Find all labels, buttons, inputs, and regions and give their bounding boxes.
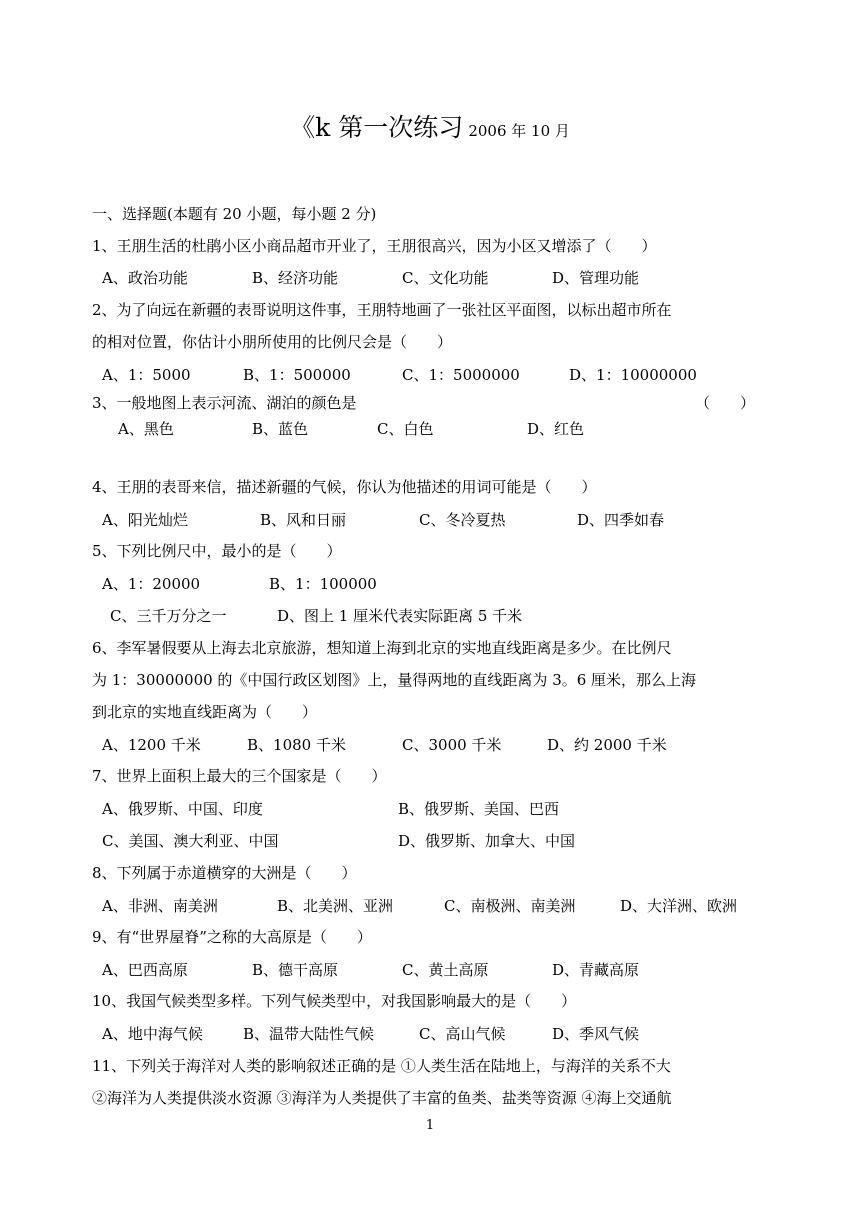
q9-option-a: A、巴西高原 bbox=[102, 961, 188, 979]
q1-option-c: C、文化功能 bbox=[402, 269, 489, 287]
q3-option-a: A、黑色 bbox=[118, 420, 174, 438]
page-number: 1 bbox=[425, 1118, 435, 1133]
q1-option-b: B、经济功能 bbox=[252, 269, 339, 287]
q3-option-c: C、白色 bbox=[377, 420, 434, 438]
q9-option-b: B、德干高原 bbox=[252, 961, 339, 979]
q5-option-d: D、图上 1 厘米代表实际距离 5 千米 bbox=[277, 607, 523, 625]
q3-answer-paren: （ ） bbox=[695, 394, 756, 412]
question-2-line1: 2、为了向远在新疆的表哥说明这件事，王朋特地画了一张社区平面图，以标出超市所在 bbox=[92, 301, 672, 319]
question-11-line1: 11、下列关于海洋对人类的影响叙述正确的是 ①人类生活在陆地上，与海洋的关系不大 bbox=[92, 1057, 671, 1075]
question-11-line2: ②海洋为人类提供淡水资源 ③海洋为人类提供了丰富的鱼类、盐类等资源 ④海上交通航 bbox=[92, 1089, 672, 1107]
question-5: 5、下列比例尺中，最小的是（ ） bbox=[92, 542, 342, 560]
question-9: 9、有“世界屋脊”之称的大高原是（ ） bbox=[92, 928, 372, 946]
section-heading: 一、选择题(本题有 20 小题，每小题 2 分) bbox=[92, 205, 377, 223]
question-2-line2: 的相对位置，你估计小朋所使用的比例尺会是（ ） bbox=[92, 333, 453, 351]
question-1: 1、王朋生活的杜鹃小区小商品超市开业了，王朋很高兴，因为小区又增添了（ ） bbox=[92, 237, 657, 255]
q7-option-b: B、俄罗斯、美国、巴西 bbox=[398, 800, 560, 818]
q1-option-a: A、政治功能 bbox=[102, 269, 188, 287]
q8-option-a: A、非洲、南美洲 bbox=[102, 897, 218, 915]
q5-option-a: A、1：20000 bbox=[102, 575, 201, 593]
q2-option-c: C、1：5000000 bbox=[402, 366, 520, 384]
q4-option-a: A、阳光灿烂 bbox=[102, 511, 188, 529]
title-date: 2006 年 10 月 bbox=[468, 122, 570, 140]
q8-option-c: C、南极洲、南美洲 bbox=[444, 897, 576, 915]
q9-option-c: C、黄土高原 bbox=[402, 961, 489, 979]
q4-option-d: D、四季如春 bbox=[577, 511, 665, 529]
q9-option-d: D、青藏高原 bbox=[552, 961, 640, 979]
q5-option-b: B、1：100000 bbox=[269, 575, 377, 593]
q8-option-d: D、大洋洲、欧洲 bbox=[620, 897, 738, 915]
q6-option-a: A、1200 千米 bbox=[102, 736, 201, 754]
question-6-line1: 6、李军暑假要从上海去北京旅游，想知道上海到北京的实地直线距离是多少。在比例尺 bbox=[92, 639, 672, 657]
question-4: 4、王朋的表哥来信，描述新疆的气候，你认为他描述的用词可能是（ ） bbox=[92, 478, 597, 496]
question-8: 8、下列属于赤道横穿的大洲是（ ） bbox=[92, 864, 357, 882]
title-text: 《k 第一次练习 bbox=[290, 113, 464, 142]
q7-option-a: A、俄罗斯、中国、印度 bbox=[102, 800, 263, 818]
q6-option-d: D、约 2000 千米 bbox=[547, 736, 667, 754]
question-6-line3: 到北京的实地直线距离为（ ） bbox=[92, 703, 318, 721]
q7-option-d: D、俄罗斯、加拿大、中国 bbox=[398, 832, 576, 850]
question-7: 7、世界上面积上最大的三个国家是（ ） bbox=[92, 767, 387, 785]
q10-option-c: C、高山气候 bbox=[419, 1025, 506, 1043]
q2-option-d: D、1：10000000 bbox=[569, 366, 697, 384]
q2-option-b: B、1：500000 bbox=[243, 366, 351, 384]
q7-option-c: C、美国、澳大利亚、中国 bbox=[102, 832, 279, 850]
question-6-line2: 为 1：30000000 的《中国行政区划图》上，量得两地的直线距离为 3。6 厘米，那么上海 bbox=[92, 671, 697, 689]
q2-option-a: A、1：5000 bbox=[102, 366, 191, 384]
q4-option-b: B、风和日丽 bbox=[260, 511, 347, 529]
question-3: 3、一般地图上表示河流、湖泊的颜色是 bbox=[92, 394, 357, 412]
page-title bbox=[0, 108, 860, 144]
q6-option-b: B、1080 千米 bbox=[247, 736, 346, 754]
q10-option-b: B、温带大陆性气候 bbox=[243, 1025, 375, 1043]
q1-option-d: D、管理功能 bbox=[552, 269, 640, 287]
q3-option-d: D、红色 bbox=[527, 420, 585, 438]
q8-option-b: B、北美洲、亚洲 bbox=[277, 897, 394, 915]
q3-option-b: B、蓝色 bbox=[252, 420, 309, 438]
q10-option-d: D、季风气候 bbox=[552, 1025, 640, 1043]
q6-option-c: C、3000 千米 bbox=[402, 736, 502, 754]
question-10: 10、我国气候类型多样。下列气候类型中，对我国影响最大的是（ ） bbox=[92, 992, 577, 1010]
q10-option-a: A、地中海气候 bbox=[102, 1025, 203, 1043]
q5-option-c: C、三千万分之一 bbox=[110, 607, 227, 625]
q4-option-c: C、冬冷夏热 bbox=[419, 511, 506, 529]
